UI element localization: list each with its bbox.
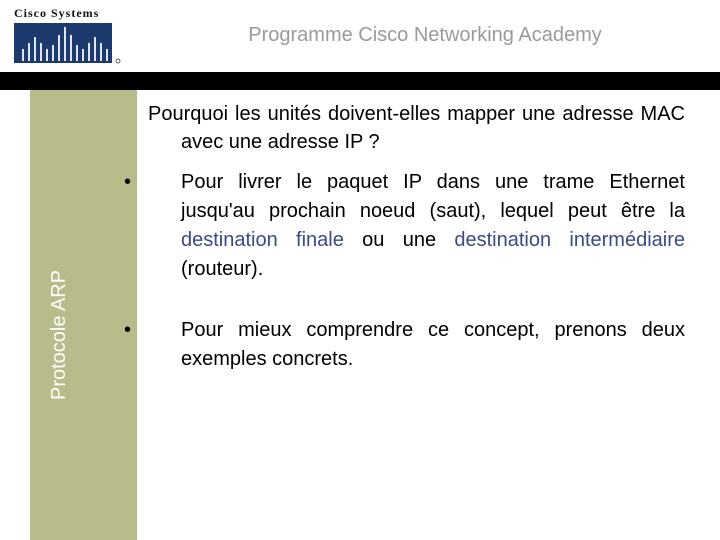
bullet-icon: • (124, 319, 132, 341)
bullet-list (124, 168, 685, 374)
bullet-icon: • (124, 171, 132, 193)
cisco-logo (14, 6, 124, 64)
bullet-item (124, 316, 685, 374)
highlight-intermediate-destination: destination intermédiaire (454, 229, 685, 251)
highlight-final-destination: destination finale (181, 229, 344, 251)
bullet-text: Pour livrer le paquet IP dans une trame Ethernet jusqu'au prochain noeud (saut), lequel peut être la (181, 171, 685, 222)
logo-text: Cisco Systems (14, 6, 100, 20)
bullet-text-mid: ou une (343, 229, 455, 251)
bullet-item (124, 168, 685, 284)
question-text: Pourquoi les unités doivent-elles mapper une adresse MAC avec une adresse IP ? (148, 103, 685, 153)
bullet-text: Pour mieux comprendre ce concept, prenons deux exemples concrets. (181, 319, 685, 370)
header-divider-bar (0, 72, 720, 90)
sidebar-white-strip (0, 90, 30, 540)
bullet-text-end: (routeur). (181, 258, 264, 280)
slide-content (124, 100, 685, 374)
cisco-bridge-icon (14, 23, 124, 67)
sidebar-label: Protocole ARP (48, 269, 70, 400)
header-title: Programme Cisco Networking Academy (248, 24, 602, 46)
